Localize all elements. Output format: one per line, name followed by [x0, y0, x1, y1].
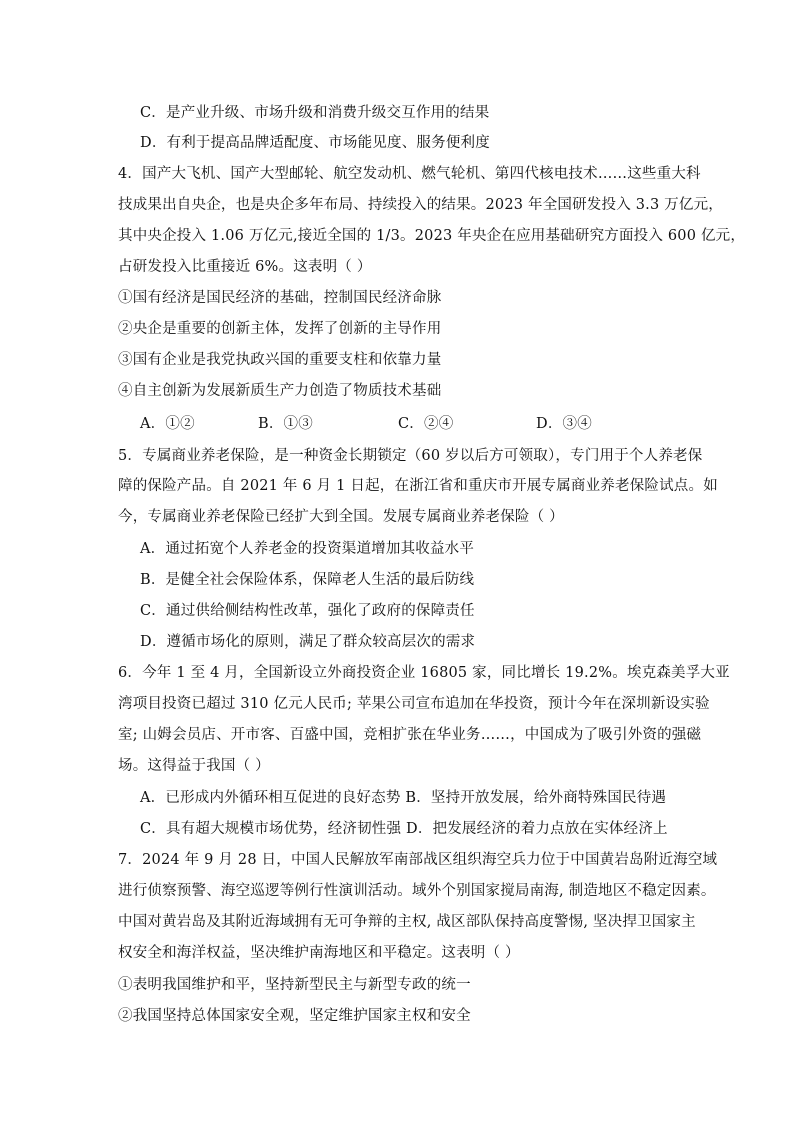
q7-stem-line: 中国对黄岩岛及其附近海域拥有无可争辩的主权, 战区部队保持高度警惕, 坚决捍卫国家主: [118, 914, 696, 930]
q3-option-d: D．有利于提高品牌适配度、市场能见度、服务便利度: [140, 135, 490, 151]
q4-stem-line: 占研发投入比重接近 6%。这表明（ ）: [118, 259, 372, 275]
q7-stem-line: 7．2024 年 9 月 28 日，中国人民解放军南部战区组织海空兵力位于中国黄岩岛附近海空域: [118, 852, 718, 868]
q7-statement: ②我国坚持总体国家安全观，坚定维护国家主权和安全: [118, 1008, 471, 1024]
q4-option-d: D．③④: [536, 416, 592, 432]
q4-stem-line: 其中央企投入 1.06 万亿元,接近全国的 1/3。2023 年央企在应用基础研究方面投入 600 亿元，: [118, 228, 746, 244]
q7-stem-line: 权安全和海洋权益，坚决维护南海地区和平稳定。这表明（ ）: [118, 945, 520, 961]
q4-option-a: A．①②: [140, 416, 195, 432]
q4-statement: ③国有企业是我党执政兴国的重要支柱和依靠力量: [118, 352, 442, 368]
q5-option-c: C．通过供给侧结构性改革，强化了政府的保障责任: [140, 603, 475, 619]
q7-statement: ①表明我国维护和平，坚持新型民主与新型专政的统一: [118, 977, 471, 993]
q4-statement: ①国有经济是国民经济的基础，控制国民经济命脉: [118, 290, 442, 306]
q4-stem-line: 4．国产大飞机、国产大型邮轮、航空发动机、燃气轮机、第四代核电技术……这些重大科: [118, 166, 701, 182]
q4-statement: ②央企是重要的创新主体，发挥了创新的主导作用: [118, 321, 442, 337]
q5-option-d: D．遵循市场化的原则，满足了群众较高层次的需求: [140, 634, 476, 650]
q4-options: [140, 414, 592, 434]
q6-stem-line: 场。这得益于我国（ ）: [118, 758, 270, 774]
q4-option-c: C．②④: [398, 416, 454, 432]
q7-stem-line: 进行侦察预警、海空巡逻等例行性演训活动。域外个别国家搅局南海, 制造地区不稳定因素。: [118, 883, 716, 899]
q5-stem-line: 5．专属商业养老保险，是一种资金长期锁定（60 岁以后方可领取），专门用于个人养老保: [118, 448, 703, 464]
q6-stem-line: 湾项目投资已超过 310 亿元人民币; 苹果公司宣布追加在华投资，预计今年在深圳新设实验: [118, 696, 710, 712]
q3-option-c: C．是产业升级、市场升级和消费升级交互作用的结果: [140, 105, 490, 121]
q4-stem-line: 技成果出自央企，也是央企多年布局、持续投入的结果。2023 年全国研发投入 3.3 万亿元，: [118, 197, 723, 213]
q6-options-cd: C．具有超大规模市场优势，经济韧性强 D．把发展经济的着力点放在实体经济上: [140, 821, 668, 837]
q5-option-a: A．通过拓宽个人养老金的投资渠道增加其收益水平: [140, 541, 475, 557]
q4-statement: ④自主创新为发展新质生产力创造了物质技术基础: [118, 383, 442, 399]
q5-option-b: B．是健全社会保险体系，保障老人生活的最后防线: [140, 572, 475, 588]
q4-option-b: B．①③: [258, 416, 313, 432]
q6-stem-line: 室; 山姆会员店、开市客、百盛中国，竞相扩张在华业务……，中国成为了吸引外资的强磁: [118, 727, 702, 743]
q5-stem-line: 今，专属商业养老保险已经扩大到全国。发展专属商业养老保险（ ）: [118, 509, 564, 525]
q6-options-ab: A．已形成内外循环相互促进的良好态势 B．坚持开放发展，给外商特殊国民待遇: [140, 790, 667, 806]
q5-stem-line: 障的保险产品。自 2021 年 6 月 1 日起，在浙江省和重庆市开展专属商业养老保险试点。如: [118, 478, 718, 494]
q6-stem-line: 6．今年 1 至 4 月，全国新设立外商投资企业 16805 家，同比增长 19.2%。埃克森美孚大亚: [118, 665, 730, 681]
